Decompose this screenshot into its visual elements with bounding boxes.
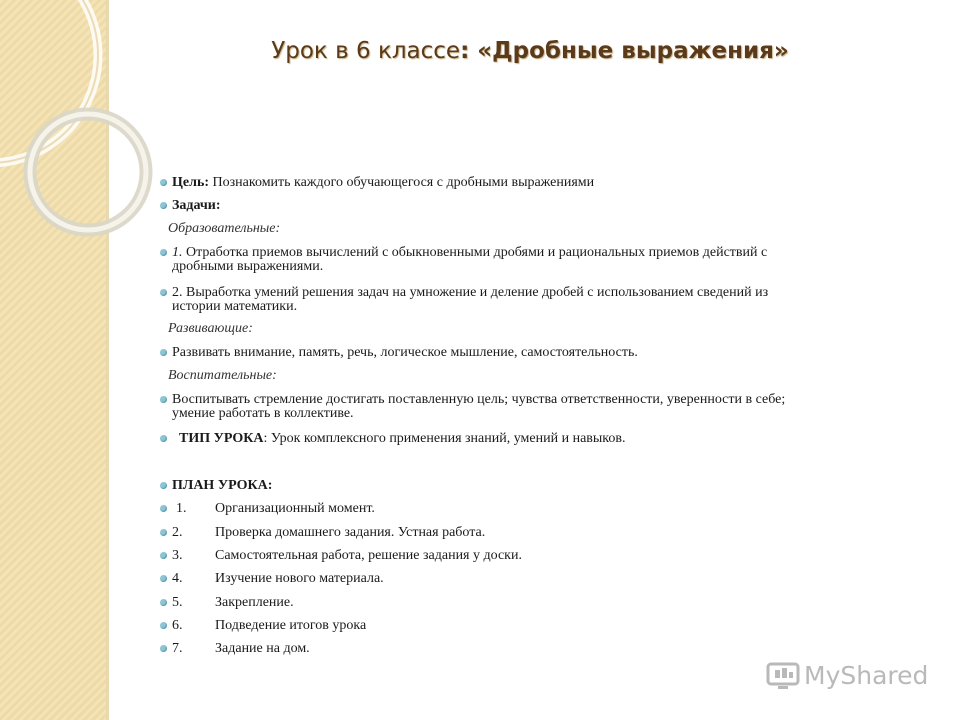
plan-item-number: 2. [172, 525, 183, 540]
plan-item-text: Подведение итогов урока [215, 618, 367, 633]
goal-label: Цель: [172, 175, 210, 190]
plan-label: ПЛАН УРОКА: [172, 479, 912, 493]
educational-item-1-number: 1. [172, 245, 183, 260]
plan-item-text: Закрепление. [215, 595, 294, 610]
watermark-logo [765, 655, 930, 695]
plan-item-number: 3. [172, 548, 183, 563]
developing-label: Развивающие: [168, 321, 253, 336]
plan-item-text: Задание на дом. [215, 641, 310, 656]
lesson-type-text: : Урок комплексного применения знаний, умений и навыков. [263, 431, 626, 446]
plan-item-text: Проверка домашнего задания. Устная работа. [215, 525, 486, 540]
upbringing-text: Воспитывать стремление достигать поставленную цель; чувства ответственности, уверенности в себе; [172, 392, 786, 407]
goal-text: Познакомить каждого обучающегося с дробными выражениями [209, 175, 595, 190]
educational-item-1-text-cont: дробными выражениями. [172, 259, 324, 274]
plan-item-number: 1. [176, 501, 187, 516]
upbringing-item [172, 393, 912, 421]
educational-item-1 [172, 246, 912, 274]
plan-item-text: Организационный момент. [215, 501, 375, 516]
plan-item-number: 7. [172, 641, 183, 656]
plan-item [172, 526, 912, 540]
tasks-label: Задачи: [172, 199, 912, 213]
goal-item [172, 176, 912, 190]
plan-item-number: 4. [172, 571, 183, 586]
plan-item [172, 642, 912, 656]
plan-item [172, 619, 912, 633]
plan-item [172, 549, 912, 563]
educational-label: Образовательные: [168, 221, 281, 236]
plan-item-number: 6. [172, 618, 183, 633]
watermark-text: MyShared [804, 661, 929, 690]
plan-item-number: 5. [172, 595, 183, 610]
educational-item-1-text: Отработка приемов вычислений с обыкновенными дробями и рациональных приемов действий с [182, 245, 768, 260]
educational-item-2 [172, 286, 912, 314]
lesson-type-item [172, 432, 912, 446]
plan-item [172, 572, 912, 586]
developing-item: Развивать внимание, память, речь, логическое мышление, самостоятельность. [172, 346, 912, 360]
educational-item-2-text: 2. Выработка умений решения задач на умножение и деление дробей с использованием сведений из [172, 285, 769, 300]
plan-item [172, 502, 912, 516]
educational-item-2-text-cont: истории математики. [172, 299, 298, 314]
title-prefix: Урок в 6 классе [271, 38, 461, 64]
title-main: : «Дробные выражения» [460, 38, 789, 64]
plan-item-text: Изучение нового материала. [215, 571, 384, 586]
plan-item [172, 596, 912, 610]
upbringing-text-cont: умение работать в коллективе. [172, 406, 354, 421]
plan-item-text: Самостоятельная работа, решение задания у доски. [215, 548, 522, 563]
upbringing-label: Воспитательные: [168, 368, 277, 383]
lesson-type-label: ТИП УРОКА [179, 431, 264, 446]
monitor-icon [765, 660, 801, 692]
